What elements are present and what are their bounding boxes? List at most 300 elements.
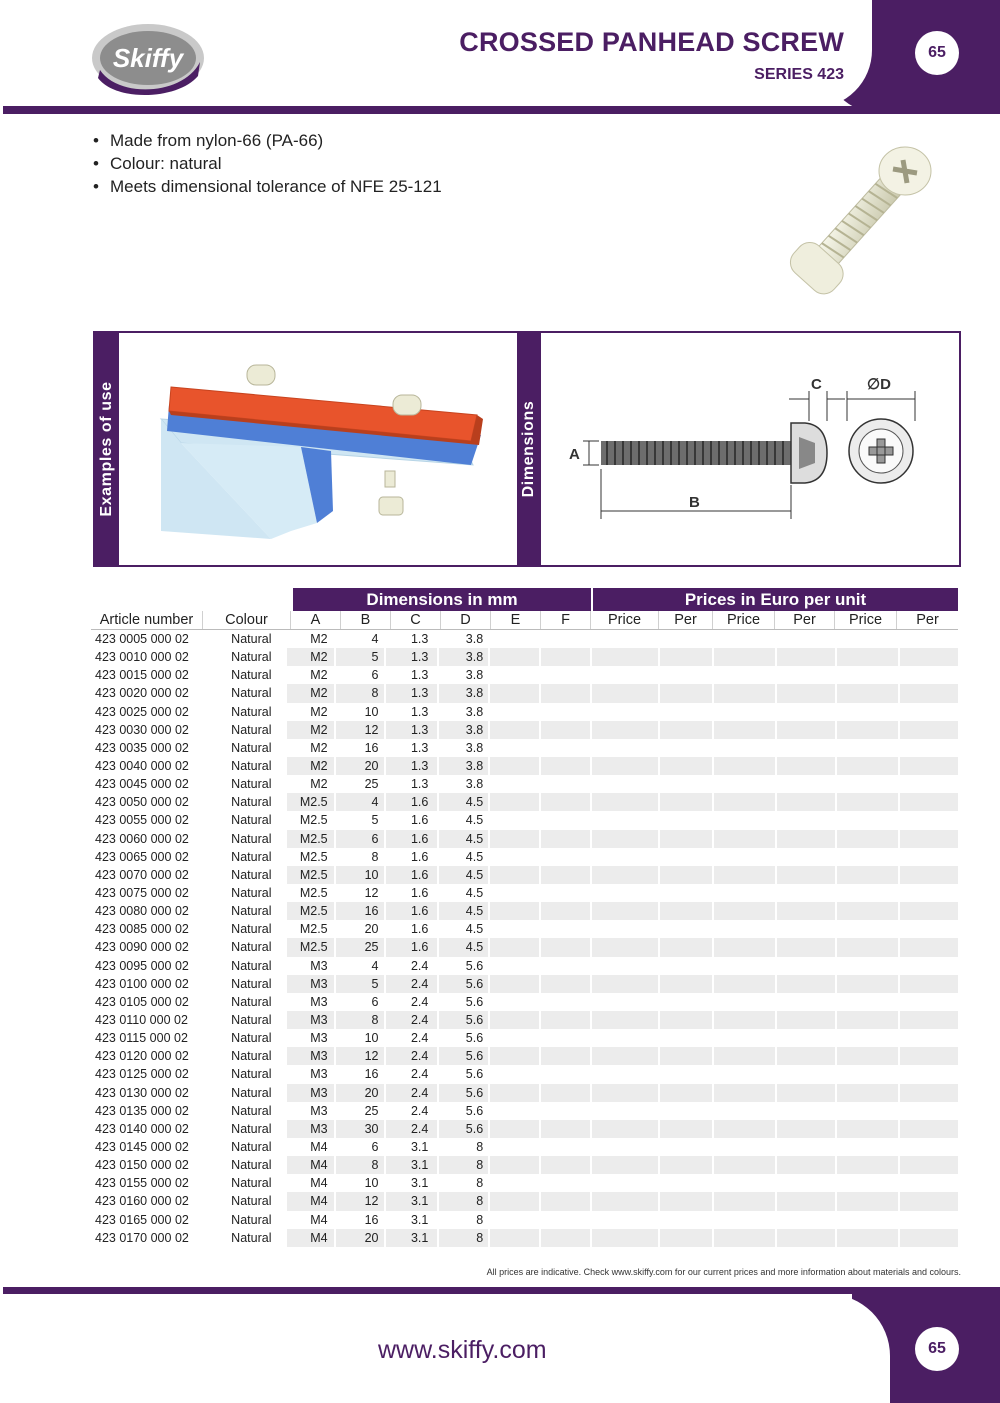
cell-per-2: [777, 1211, 835, 1229]
cell-price-3: [837, 1084, 897, 1102]
cell-b: 16: [336, 902, 385, 920]
cell-price-2: [714, 884, 774, 902]
cell-e: [490, 1120, 539, 1138]
cell-price-1: [592, 957, 658, 975]
cell-price-3: [837, 938, 897, 956]
cell-article-number: 423 0030 000 02: [95, 722, 189, 737]
cell-per-1: [660, 811, 713, 829]
cell-per-1: [660, 1211, 713, 1229]
cell-f: [541, 1138, 590, 1156]
cell-price-2: [714, 1229, 774, 1247]
cell-per-3: [900, 1229, 958, 1247]
cell-a: M3: [287, 1084, 334, 1102]
table-column-header-row: [91, 611, 958, 630]
cell-e: [490, 1102, 539, 1120]
cell-c: 2.4: [410, 958, 429, 973]
cell-e: [490, 920, 539, 938]
cell-f: [541, 938, 590, 956]
cell-price-2: [714, 703, 774, 721]
cell-price-3: [837, 1047, 897, 1065]
cell-price-2: [714, 1156, 774, 1174]
cell-per-2: [777, 666, 835, 684]
cell-c: 1.6: [410, 813, 429, 828]
cell-e: [490, 1192, 539, 1210]
cell-f: [541, 993, 590, 1011]
cell-colour: Natural: [231, 740, 272, 755]
page-number-badge: 65: [915, 31, 959, 75]
cell-colour: Natural: [231, 867, 272, 882]
table-body: [91, 630, 958, 1247]
cell-a: M3: [287, 975, 334, 993]
cell-f: [541, 811, 590, 829]
cell-e: [490, 739, 539, 757]
cell-d: 3.8: [439, 757, 488, 775]
cell-price-1: [592, 1065, 658, 1083]
cell-a: M2.5: [287, 938, 334, 956]
cell-c: 1.3: [386, 684, 437, 702]
cell-article-number: 423 0040 000 02: [95, 759, 189, 774]
cell-a: M2.5: [299, 886, 328, 901]
cell-c: 2.4: [410, 1103, 429, 1118]
cell-e: [490, 957, 539, 975]
cell-colour: Natural: [231, 922, 272, 937]
cell-colour: Natural: [231, 668, 272, 683]
price-disclaimer: All prices are indicative. Check www.skiffy.com for our current prices and more information about materials and colours.: [486, 1267, 961, 1277]
website-url: www.skiffy.com: [378, 1336, 547, 1364]
cell-per-3: [900, 1011, 958, 1029]
cell-per-1: [660, 938, 713, 956]
cell-a: M3: [310, 1031, 328, 1046]
table-row: [91, 1102, 958, 1120]
cell-price-1: [592, 648, 658, 666]
cell-f: [541, 866, 590, 884]
column-header-article-number: Article number: [91, 611, 203, 629]
cell-f: [541, 1011, 590, 1029]
cell-price-1: [592, 993, 658, 1011]
cell-price-1: [592, 739, 658, 757]
cell-a: M2.5: [287, 866, 334, 884]
cell-price-2: [714, 1192, 774, 1210]
cell-d: 8: [476, 1140, 484, 1154]
cell-per-3: [900, 830, 958, 848]
column-header-b: B: [341, 611, 391, 629]
cell-price-2: [714, 957, 774, 975]
column-header-per-3: Per: [916, 612, 939, 628]
cell-c: 1.6: [386, 902, 437, 920]
table-row: [91, 1029, 958, 1047]
cell-d: 3.8: [465, 632, 484, 647]
header-spacer: [91, 588, 291, 611]
cell-per-2: [777, 1174, 835, 1192]
column-header-c: C: [391, 611, 441, 629]
cell-per-1: [660, 739, 713, 757]
cell-per-3: [900, 721, 958, 739]
cell-price-2: [714, 630, 774, 648]
table-row: [91, 775, 958, 793]
cell-b: 8: [336, 1156, 385, 1174]
cell-d: 5.6: [439, 1084, 488, 1102]
table-row: [91, 902, 958, 920]
cell-price-1: [592, 1084, 658, 1102]
cell-per-1: [660, 1047, 713, 1065]
cell-per-2: [777, 975, 835, 993]
cell-per-2: [777, 1120, 835, 1138]
cell-per-2: [777, 1047, 835, 1065]
cell-per-2: [777, 1192, 835, 1210]
cell-b: 4: [336, 793, 385, 811]
table-row: [91, 739, 958, 757]
cell-article-number: 423 0090 000 02: [95, 940, 189, 955]
examples-of-use-label: Examples of use: [95, 333, 119, 565]
cell-colour: Natural: [231, 1212, 272, 1227]
page-title: CROSSED PANHEAD SCREW: [459, 27, 844, 57]
cell-b: 16: [364, 740, 379, 755]
series-subtitle: SERIES 423: [754, 66, 844, 83]
cell-b: 10: [364, 1031, 379, 1046]
cell-f: [541, 848, 590, 866]
cell-a: M3: [310, 1103, 328, 1118]
table-row: [91, 1138, 958, 1156]
cell-price-3: [837, 775, 897, 793]
cell-c: 3.1: [410, 1176, 429, 1191]
cell-price-3: [837, 630, 897, 648]
cell-e: [490, 830, 539, 848]
cell-e: [490, 684, 539, 702]
cell-b: 12: [364, 886, 379, 901]
cell-e: [490, 1047, 539, 1065]
cell-price-2: [714, 848, 774, 866]
column-header-d: D: [441, 611, 491, 629]
cell-price-2: [714, 721, 774, 739]
cell-price-3: [837, 1211, 897, 1229]
cell-article-number: 423 0065 000 02: [95, 849, 189, 864]
skiffy-logo: [88, 18, 208, 100]
cell-per-2: [777, 648, 835, 666]
cell-price-1: [592, 1102, 658, 1120]
cell-b: 20: [336, 1084, 385, 1102]
cell-per-3: [900, 884, 958, 902]
feature-item: • Colour: natural: [93, 152, 442, 175]
cell-price-1: [592, 1156, 658, 1174]
cell-b: 30: [336, 1120, 385, 1138]
cell-price-1: [592, 757, 658, 775]
cell-f: [541, 975, 590, 993]
cell-per-1: [660, 757, 713, 775]
cell-d: 5.6: [439, 1011, 488, 1029]
cell-per-2: [777, 684, 835, 702]
product-table: [91, 588, 958, 1247]
cell-c: 1.3: [410, 740, 429, 755]
feature-list: [93, 129, 442, 198]
cell-a: M3: [310, 958, 328, 973]
cell-article-number: 423 0170 000 02: [95, 1230, 189, 1245]
table-row: [91, 703, 958, 721]
cell-per-1: [660, 648, 713, 666]
cell-c: 1.6: [410, 922, 429, 937]
cell-f: [541, 703, 590, 721]
cell-per-1: [660, 884, 713, 902]
dimensions-drawing: [543, 335, 959, 563]
cell-b: 20: [336, 1229, 385, 1247]
cell-colour: Natural: [231, 813, 272, 828]
cell-per-3: [900, 920, 958, 938]
cell-c: 1.3: [386, 648, 437, 666]
cell-article-number: 423 0005 000 02: [95, 632, 189, 647]
cell-per-1: [660, 1174, 713, 1192]
cell-price-1: [592, 1192, 658, 1210]
cell-price-1: [592, 1174, 658, 1192]
cell-b: 10: [336, 866, 385, 884]
cell-colour: Natural: [231, 994, 272, 1009]
cell-c: 1.6: [386, 866, 437, 884]
cell-colour: Natural: [231, 1103, 272, 1118]
cell-f: [541, 830, 590, 848]
cell-price-1: [592, 1229, 658, 1247]
cell-f: [541, 902, 590, 920]
cell-colour: Natural: [231, 958, 272, 973]
cell-b: 12: [336, 1047, 385, 1065]
table-row: [91, 830, 958, 848]
cell-price-1: [592, 666, 658, 684]
cell-b: 6: [371, 994, 379, 1009]
cell-price-2: [714, 1174, 774, 1192]
cell-per-1: [660, 1011, 713, 1029]
cell-colour: Natural: [231, 976, 272, 991]
cell-colour: Natural: [231, 1158, 272, 1173]
cell-a: M2: [310, 632, 328, 647]
cell-per-2: [777, 1229, 835, 1247]
cell-per-1: [660, 1229, 713, 1247]
column-header-f: F: [541, 611, 591, 629]
cell-article-number: 423 0160 000 02: [95, 1194, 189, 1209]
cell-d: 4.5: [465, 813, 484, 828]
cell-article-number: 423 0035 000 02: [95, 740, 189, 755]
cell-f: [541, 884, 590, 902]
table-row: [91, 684, 958, 702]
cell-d: 5.6: [465, 994, 484, 1009]
cell-f: [541, 1174, 590, 1192]
cell-per-1: [660, 721, 713, 739]
header-rule: [3, 106, 1000, 114]
svg-text:B: B: [689, 494, 700, 511]
table-row: [91, 1084, 958, 1102]
cell-colour: Natural: [231, 795, 272, 810]
cell-a: M2.5: [299, 922, 328, 937]
cell-article-number: 423 0025 000 02: [95, 704, 189, 719]
cell-d: 5.6: [465, 1067, 484, 1082]
cell-colour: Natural: [231, 759, 272, 774]
cell-b: 6: [371, 1140, 379, 1154]
cell-per-2: [777, 866, 835, 884]
cell-a: M3: [310, 1067, 328, 1082]
cell-article-number: 423 0140 000 02: [95, 1121, 189, 1136]
cell-c: 1.6: [386, 830, 437, 848]
cell-article-number: 423 0050 000 02: [95, 795, 189, 810]
column-header-colour: Colour: [203, 611, 291, 629]
cell-per-3: [900, 648, 958, 666]
table-row: [91, 1047, 958, 1065]
cell-per-1: [660, 1138, 713, 1156]
cell-per-3: [900, 703, 958, 721]
cell-per-3: [900, 1047, 958, 1065]
cell-d: 8: [439, 1156, 488, 1174]
cell-a: M2.5: [287, 793, 334, 811]
cell-b: 8: [371, 849, 379, 864]
cell-colour: Natural: [231, 886, 272, 901]
cell-price-2: [714, 1084, 774, 1102]
dimensions-label: Dimensions: [517, 333, 541, 565]
cell-price-3: [837, 975, 897, 993]
cell-per-2: [777, 1084, 835, 1102]
cell-article-number: 423 0075 000 02: [95, 886, 189, 901]
column-header-per-1: Per: [659, 611, 713, 629]
cell-colour: Natural: [231, 849, 272, 864]
cell-price-3: [837, 830, 897, 848]
cell-price-1: [592, 811, 658, 829]
cell-price-1: [592, 920, 658, 938]
column-header-price-2: Price: [713, 611, 775, 629]
table-row: [91, 1011, 958, 1029]
cell-c: 1.3: [410, 632, 429, 647]
cell-per-3: [900, 1029, 958, 1047]
cell-e: [490, 902, 539, 920]
cell-article-number: 423 0110 000 02: [95, 1013, 188, 1028]
cell-price-3: [837, 648, 897, 666]
cell-price-3: [837, 793, 897, 811]
cell-a: M3: [287, 1120, 334, 1138]
cell-c: 2.4: [386, 1084, 437, 1102]
cell-b: 25: [336, 938, 385, 956]
cell-price-3: [837, 1174, 897, 1192]
cell-e: [490, 938, 539, 956]
cell-per-1: [660, 830, 713, 848]
cell-article-number: 423 0020 000 02: [95, 686, 189, 701]
cell-colour: Natural: [231, 632, 272, 647]
cell-price-3: [837, 1120, 897, 1138]
cell-e: [490, 1174, 539, 1192]
cell-price-3: [837, 920, 897, 938]
cell-colour: Natural: [231, 1140, 272, 1154]
cell-per-2: [777, 1138, 835, 1156]
cell-d: 3.8: [439, 648, 488, 666]
cell-price-1: [592, 938, 658, 956]
cell-price-3: [837, 703, 897, 721]
cell-price-3: [837, 1102, 897, 1120]
cell-a: M2.5: [299, 813, 328, 828]
cell-price-1: [592, 703, 658, 721]
cell-price-1: [592, 1120, 658, 1138]
cell-b: 12: [336, 721, 385, 739]
cell-c: 1.3: [410, 668, 429, 683]
cell-price-2: [714, 1102, 774, 1120]
column-header-price-3: Price: [835, 611, 897, 629]
cell-per-1: [660, 1192, 713, 1210]
cell-price-2: [714, 1029, 774, 1047]
cell-article-number: 423 0095 000 02: [95, 958, 189, 973]
cell-a: M2: [310, 740, 328, 755]
cell-a: M2: [287, 721, 334, 739]
cell-colour: Natural: [231, 1049, 272, 1064]
table-row: [91, 975, 958, 993]
cell-per-1: [660, 993, 713, 1011]
cell-b: 12: [336, 1192, 385, 1210]
cell-price-1: [592, 1138, 658, 1156]
cell-per-2: [777, 757, 835, 775]
cell-price-2: [714, 684, 774, 702]
cell-a: M4: [310, 1140, 328, 1154]
cell-f: [541, 757, 590, 775]
cell-price-3: [837, 884, 897, 902]
cell-per-3: [900, 975, 958, 993]
cell-f: [541, 666, 590, 684]
cell-c: 1.3: [410, 777, 429, 792]
cell-per-1: [660, 775, 713, 793]
cell-c: 2.4: [386, 1047, 437, 1065]
cell-price-2: [714, 666, 774, 684]
cell-price-1: [592, 902, 658, 920]
examples-of-use-illustration: [121, 335, 515, 563]
cell-per-3: [900, 630, 958, 648]
cell-f: [541, 920, 590, 938]
cell-price-1: [592, 1011, 658, 1029]
cell-f: [541, 1156, 590, 1174]
cell-per-3: [900, 993, 958, 1011]
cell-colour: Natural: [231, 904, 272, 919]
cell-d: 4.5: [439, 902, 488, 920]
cell-d: 5.6: [439, 975, 488, 993]
cell-per-2: [777, 630, 835, 648]
cell-per-2: [777, 775, 835, 793]
cell-e: [490, 1065, 539, 1083]
cell-price-3: [837, 1138, 897, 1156]
table-row: [91, 866, 958, 884]
cell-price-1: [592, 721, 658, 739]
cell-c: 1.3: [410, 704, 429, 719]
cell-f: [541, 1084, 590, 1102]
cell-c: 3.1: [386, 1192, 437, 1210]
cell-per-1: [660, 1102, 713, 1120]
cell-c: 2.4: [386, 1120, 437, 1138]
cell-d: 5.6: [465, 1031, 484, 1046]
cell-price-2: [714, 830, 774, 848]
cell-article-number: 423 0070 000 02: [95, 867, 189, 882]
cell-price-1: [592, 848, 658, 866]
cell-per-3: [900, 739, 958, 757]
cell-e: [490, 1084, 539, 1102]
table-row: [91, 648, 958, 666]
cell-d: 8: [476, 1212, 484, 1227]
cell-article-number: 423 0155 000 02: [95, 1176, 189, 1191]
cell-price-3: [837, 1065, 897, 1083]
cell-per-1: [660, 630, 713, 648]
cell-c: 2.4: [410, 1067, 429, 1082]
cell-per-1: [660, 703, 713, 721]
cell-e: [490, 757, 539, 775]
cell-b: 25: [364, 1103, 379, 1118]
cell-per-1: [660, 848, 713, 866]
cell-price-3: [837, 666, 897, 684]
cell-a: M4: [310, 1212, 328, 1227]
cell-price-3: [837, 739, 897, 757]
cell-per-3: [900, 1192, 958, 1210]
cell-article-number: 423 0055 000 02: [95, 813, 189, 828]
cell-per-3: [900, 1211, 958, 1229]
cell-d: 3.8: [465, 740, 484, 755]
cell-e: [490, 811, 539, 829]
cell-b: 16: [364, 1067, 379, 1082]
cell-price-2: [714, 757, 774, 775]
cell-a: M4: [287, 1192, 334, 1210]
